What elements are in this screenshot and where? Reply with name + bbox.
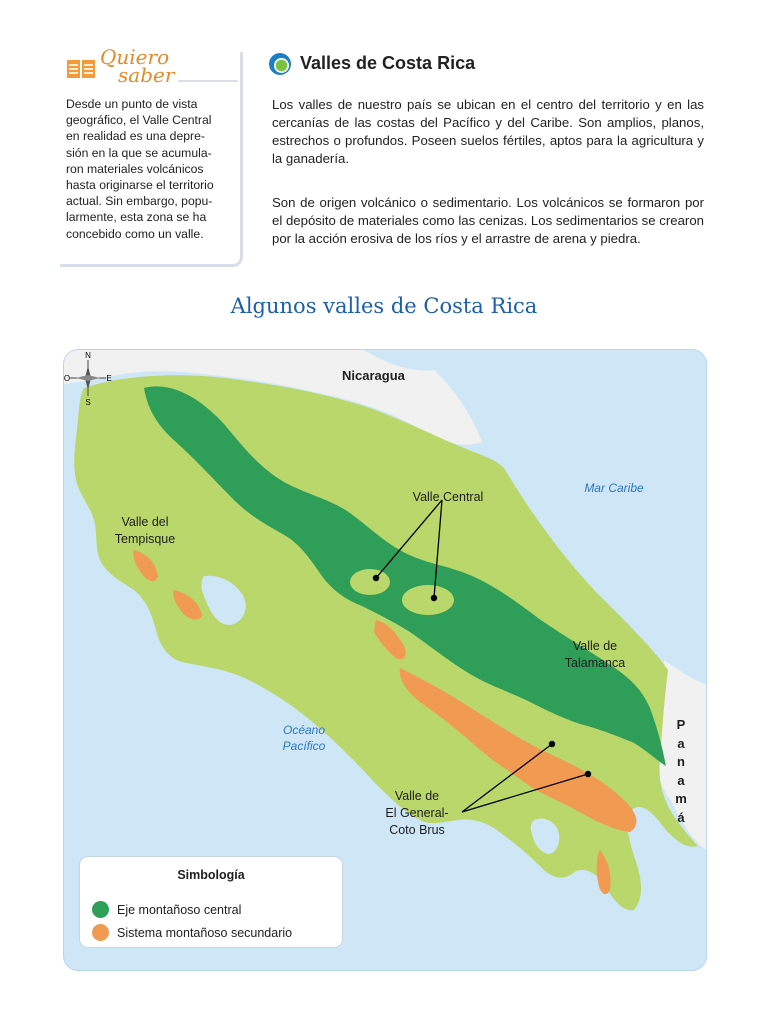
map-legend [80, 857, 342, 947]
label-tempisque-line1: Valle del [121, 515, 169, 529]
book-icon [66, 58, 96, 80]
label-valle-talamanca [552, 638, 638, 672]
compass-s: S [85, 398, 91, 406]
label-panama [674, 716, 688, 827]
quiero-saber-title-line2: saber [118, 63, 175, 87]
sidebar-line: en realidad es una depre- [66, 129, 205, 144]
title-underline [178, 80, 238, 82]
map-title: Algunos valles de Costa Rica [230, 294, 538, 318]
valle-central-west [350, 569, 390, 595]
sidebar-line: ron materiales volcánicos [66, 161, 204, 176]
paragraph-valleys-location: Los valles de nuestro país se ubican en el centro del territorio y en las cercanías de las costas del Pacífico y del Caribe. Son amplios, planos, estrechos o profundos. Poseen suelos fértiles, aptos para la agricultura y la ganadería. [272, 97, 704, 166]
compass-o: O [64, 374, 71, 383]
compass-icon [64, 350, 112, 406]
label-talamanca-line2: Talamanca [564, 656, 626, 670]
quiero-saber-text [66, 96, 236, 242]
panama-letter: a [677, 735, 685, 751]
label-talamanca-line1: Valle de [572, 639, 618, 653]
panama-letter: P [676, 717, 686, 732]
label-general-line1: Valle de [394, 789, 440, 803]
legend-title: Simbología [177, 868, 245, 882]
panama-letter: m [675, 791, 687, 806]
costa-rica-map [64, 350, 706, 970]
valle-central-east [402, 585, 454, 615]
legend-label-secondary: Sistema montañoso secundario [117, 925, 293, 940]
compass-e: E [106, 374, 112, 383]
label-pacifico-line1: Océano [282, 723, 326, 737]
sidebar-line: actual. Sin embargo, popu- [66, 194, 213, 209]
label-tempisque-line2: Tempisque [114, 532, 176, 546]
label-nicaragua: Nicaragua [342, 368, 405, 383]
sidebar-line: sión en la que se acumula- [66, 145, 212, 160]
label-valle-tempisque [104, 514, 186, 548]
label-mar-caribe: Mar Caribe [584, 481, 644, 495]
sidebar-line: hasta originarse el territorio [66, 178, 214, 193]
paragraph-valleys-origin: Son de origen volcánico o sedimentario. Los volcánicos se formaron por el depósito de materiales como las cenizas. Los sedimentarios se crearon por la acción erosiva de los ríos y el arrastre de arena y piedra. [272, 195, 704, 246]
panama-letter: n [677, 754, 685, 769]
panama-letter: á [677, 809, 685, 825]
sidebar-line: concebido como un valle. [66, 226, 204, 241]
label-valle-central: Valle Central [412, 490, 484, 504]
sidebar-line: larmente, esta zona se ha [66, 210, 207, 225]
legend-item-secondary [92, 924, 292, 941]
label-valle-general-coto-brus [368, 788, 466, 839]
legend-item-central [92, 901, 241, 918]
sidebar-line: geográfico, el Valle Central [66, 113, 212, 128]
section-bullet-icon [268, 52, 292, 76]
section-title: Valles de Costa Rica [300, 53, 476, 73]
legend-swatch-central [92, 901, 109, 918]
quiero-saber-title [100, 45, 175, 87]
label-general-line2: El General- [385, 806, 449, 820]
label-oceano-pacifico [264, 722, 344, 754]
panama-letter: a [677, 772, 685, 788]
label-general-line3: Coto Brus [389, 823, 445, 837]
sidebar-line: Desde un punto de vista [66, 97, 198, 111]
quiero-saber-title-line1: Quiero [100, 45, 170, 69]
legend-swatch-secondary [92, 924, 109, 941]
label-pacifico-line2: Pacífico [282, 739, 326, 753]
legend-label-central: Eje montañoso central [117, 902, 242, 917]
compass-n: N [85, 351, 91, 360]
